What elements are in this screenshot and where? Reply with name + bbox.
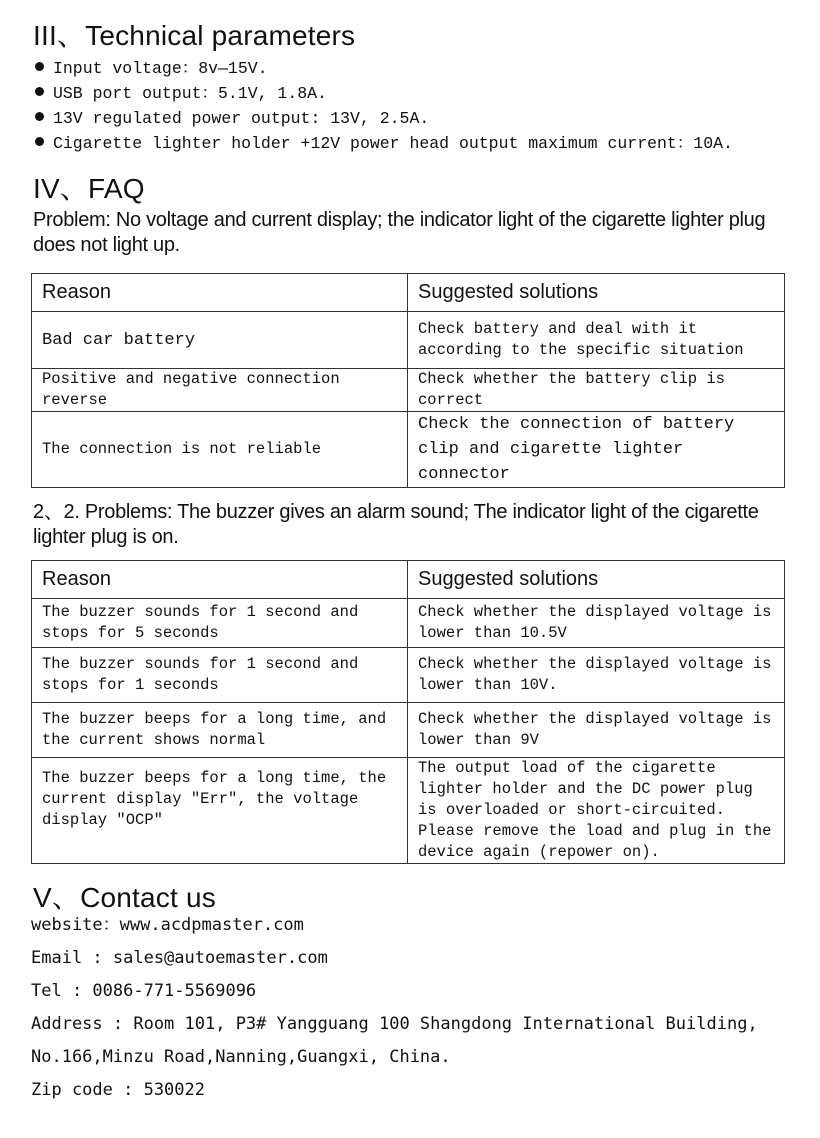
table-row [32, 758, 785, 864]
list-item: Input voltage：8v—15V. [35, 56, 733, 81]
list-item: Cigarette lighter holder +12V power head output maximum current：10A. [35, 131, 733, 156]
contact-address-line-1: Address : Room 101, P3# Yangguang 100 Shangdong International Building, [31, 1014, 758, 1034]
faq-table-1 [31, 273, 785, 488]
technical-parameters-heading: III、Technical parameters [33, 20, 356, 51]
faq-problem-2: 2、2. Problems: The buzzer gives an alarm sound; The indicator light of the cigarette lighter plug is on. [33, 501, 759, 548]
bullet-icon [35, 112, 44, 121]
solution-cell: Check whether the battery clip is correct [408, 369, 785, 412]
table-header-row [32, 274, 785, 312]
table-row [32, 412, 785, 488]
solution-cell: Check whether the displayed voltage is lower than 10.5V [408, 599, 785, 648]
solution-cell: The output load of the cigarette lighter holder and the DC power plug is overloaded or short-circuited. Please remove the load and plug in the device again (repower on). [408, 758, 785, 864]
solution-cell: Check battery and deal with it according to the specific situation [408, 312, 785, 369]
table-row [32, 703, 785, 758]
contact-tel: Tel : 0086-771-5569096 [31, 981, 257, 1001]
reason-cell: Positive and negative connection reverse [32, 369, 408, 412]
table-row [32, 369, 785, 412]
list-item: 13V regulated power output: 13V, 2.5A. [35, 106, 733, 131]
table-row [32, 312, 785, 369]
contact-heading: V、Contact us [33, 882, 216, 913]
faq-problem-1: Problem: No voltage and current display; the indicator light of the cigarette lighter plug does not light up. [33, 209, 766, 256]
reason-cell: The connection is not reliable [32, 412, 408, 488]
reason-cell: The buzzer sounds for 1 second and stops for 5 seconds [32, 599, 408, 648]
column-header-reason: Reason [32, 274, 408, 312]
column-header-reason: Reason [32, 561, 408, 599]
solution-cell: Check whether the displayed voltage is lower than 9V [408, 703, 785, 758]
list-item: USB port output：5.1V, 1.8A. [35, 81, 733, 106]
reason-cell: Bad car battery [32, 312, 408, 369]
table-header-row [32, 561, 785, 599]
bullet-icon [35, 62, 44, 71]
reason-cell: The buzzer beeps for a long time, the current display "Err", the voltage display "OCP" [32, 758, 408, 864]
reason-cell: The buzzer sounds for 1 second and stops for 1 seconds [32, 648, 408, 703]
technical-parameters-list [35, 56, 733, 156]
column-header-solutions: Suggested solutions [408, 561, 785, 599]
bullet-icon [35, 137, 44, 146]
reason-cell: The buzzer beeps for a long time, and the current shows normal [32, 703, 408, 758]
table-row [32, 599, 785, 648]
column-header-solutions: Suggested solutions [408, 274, 785, 312]
solution-cell: Check whether the displayed voltage is lower than 10V. [408, 648, 785, 703]
contact-website: website：www.acdpmaster.com [31, 915, 304, 935]
contact-address-line-2: No.166,Minzu Road,Nanning,Guangxi, China. [31, 1047, 451, 1067]
bullet-icon [35, 87, 44, 96]
solution-cell: Check the connection of battery clip and cigarette lighter connector [408, 412, 785, 488]
table-row [32, 648, 785, 703]
faq-heading: IV、FAQ [33, 173, 145, 204]
contact-zip: Zip code : 530022 [31, 1080, 205, 1100]
faq-table-2 [31, 560, 785, 864]
contact-email: Email : sales@autoemaster.com [31, 948, 328, 968]
